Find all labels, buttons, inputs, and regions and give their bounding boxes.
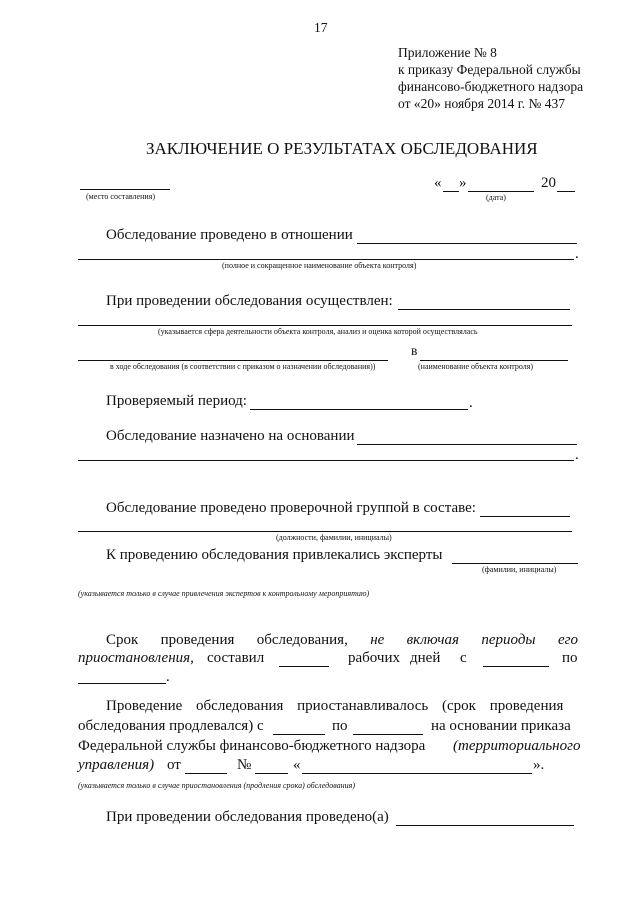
sec7-word-5: включая xyxy=(406,632,460,648)
header-block xyxy=(398,44,583,112)
sec1-field-1[interactable] xyxy=(357,243,577,244)
sec8-line-4e: ». xyxy=(533,757,545,773)
sec8-line-1: Проведение обследования приостанавливалось (срок проведения xyxy=(106,698,564,714)
sec8-line-3b: (территориального xyxy=(453,738,581,754)
sec2-field-3[interactable] xyxy=(78,360,388,361)
sec6-caption: (фамилии, инициалы) xyxy=(482,565,557,574)
sec2-text: При проведении обследования осуществлен: xyxy=(106,293,393,309)
sec8-to-field[interactable] xyxy=(353,734,423,735)
page-number: 17 xyxy=(314,20,328,35)
sec7-days-field[interactable] xyxy=(279,666,329,667)
sec8-line-2b: по xyxy=(332,718,348,734)
document-title: ЗАКЛЮЧЕНИЕ О РЕЗУЛЬТАТАХ ОБСЛЕДОВАНИЯ xyxy=(146,139,538,158)
sec4-field-2[interactable] xyxy=(78,460,574,461)
header-line-2: к приказу Федеральной службы xyxy=(398,62,581,77)
sec8-note: (указывается только в случае приостановления (продления срока) обследования) xyxy=(78,781,355,790)
sec6-field-1[interactable] xyxy=(452,563,578,564)
sec7-to-field[interactable] xyxy=(78,683,166,684)
sec7-word-4: не xyxy=(370,632,385,648)
sec6-text: К проведению обследования привлекались эксперты xyxy=(106,547,443,563)
sec2-field-1[interactable] xyxy=(398,309,570,310)
sec2-caption-2a: в ходе обследования (в соответствии с приказом о назначении обследования)) xyxy=(110,362,376,371)
sec3-text: Проверяемый период: xyxy=(106,393,247,409)
sec7-word-6: периоды xyxy=(481,632,536,648)
sec5-field-1[interactable] xyxy=(480,516,570,517)
sec8-date-field[interactable] xyxy=(185,773,227,774)
sec5-text: Обследование проведено проверочной группой в составе: xyxy=(106,500,476,516)
sec4-text: Обследование назначено на основании xyxy=(106,428,355,444)
sec7-composed: составил xyxy=(207,650,265,666)
sec1-field-2[interactable] xyxy=(78,259,574,260)
sec2-field-4[interactable] xyxy=(420,360,568,361)
sec8-line-4d: « xyxy=(293,757,301,773)
sec8-line-2c: на основании приказа xyxy=(431,718,571,734)
sec7-word-7: его xyxy=(557,632,578,648)
sec7-from: с xyxy=(460,650,467,666)
sec7-word-2: проведения xyxy=(160,632,235,648)
sec2-caption-1: (указывается сфера деятельности объекта контроля, анализ и оценка которой осуществлялась xyxy=(158,327,478,336)
header-line-4: от «20» ноября 2014 г. № 437 xyxy=(398,96,565,111)
sec1-text: Обследование проведено в отношении xyxy=(106,227,353,243)
sec7-from-field[interactable] xyxy=(483,666,549,667)
date-quote-close: » xyxy=(459,175,467,191)
sec8-line-2a: обследования продлевался) с xyxy=(78,718,264,734)
sec2-in-word: в xyxy=(411,343,418,358)
date-caption: (дата) xyxy=(486,193,506,202)
sec2-field-2[interactable] xyxy=(78,325,572,326)
date-quote-open: « xyxy=(434,175,442,191)
sec7-line-1 xyxy=(106,632,578,649)
date-month-field[interactable] xyxy=(468,191,534,192)
sec6-note: (указывается только в случае привлечения экспертов к контрольному мероприятию) xyxy=(78,589,370,598)
sec8-line-4b: от xyxy=(167,757,181,773)
sec7-suspension: приостановления, xyxy=(78,650,194,666)
sec7-word-3: обследования, xyxy=(256,632,348,648)
sec7-working: рабочих xyxy=(348,650,400,666)
sec8-order-name-field[interactable] xyxy=(302,773,532,774)
sec7-to: по xyxy=(562,650,578,666)
sec1-caption: (полное и сокращенное наименование объекта контроля) xyxy=(222,261,417,270)
header-line-1: Приложение № 8 xyxy=(398,45,497,60)
place-field[interactable] xyxy=(80,189,170,190)
sec9-text: При проведении обследования проведено(а) xyxy=(106,809,389,825)
sec5-field-2[interactable] xyxy=(78,531,572,532)
date-day-field[interactable] xyxy=(443,191,459,192)
header-line-3: финансово-бюджетного надзора xyxy=(398,79,584,94)
sec8-line-4a: управления) xyxy=(78,757,155,773)
sec2-caption-2b: (наименование объекта контроля) xyxy=(418,362,534,371)
date-year-field[interactable] xyxy=(557,191,575,192)
sec3-field[interactable] xyxy=(250,409,468,410)
sec9-field[interactable] xyxy=(396,825,574,826)
sec8-line-4c: № xyxy=(237,757,252,773)
place-caption: (место составления) xyxy=(86,192,155,201)
date-year-prefix: 20 xyxy=(541,175,556,191)
sec8-number-field[interactable] xyxy=(255,773,288,774)
sec8-from-field[interactable] xyxy=(273,734,325,735)
sec7-word-1: Срок xyxy=(106,632,139,648)
sec8-line-3a: Федеральной службы финансово-бюджетного надзора xyxy=(78,738,426,754)
sec7-days: дней xyxy=(410,650,441,666)
sec5-caption: (должности, фамилии, инициалы) xyxy=(276,533,392,542)
sec4-field-1[interactable] xyxy=(357,444,577,445)
